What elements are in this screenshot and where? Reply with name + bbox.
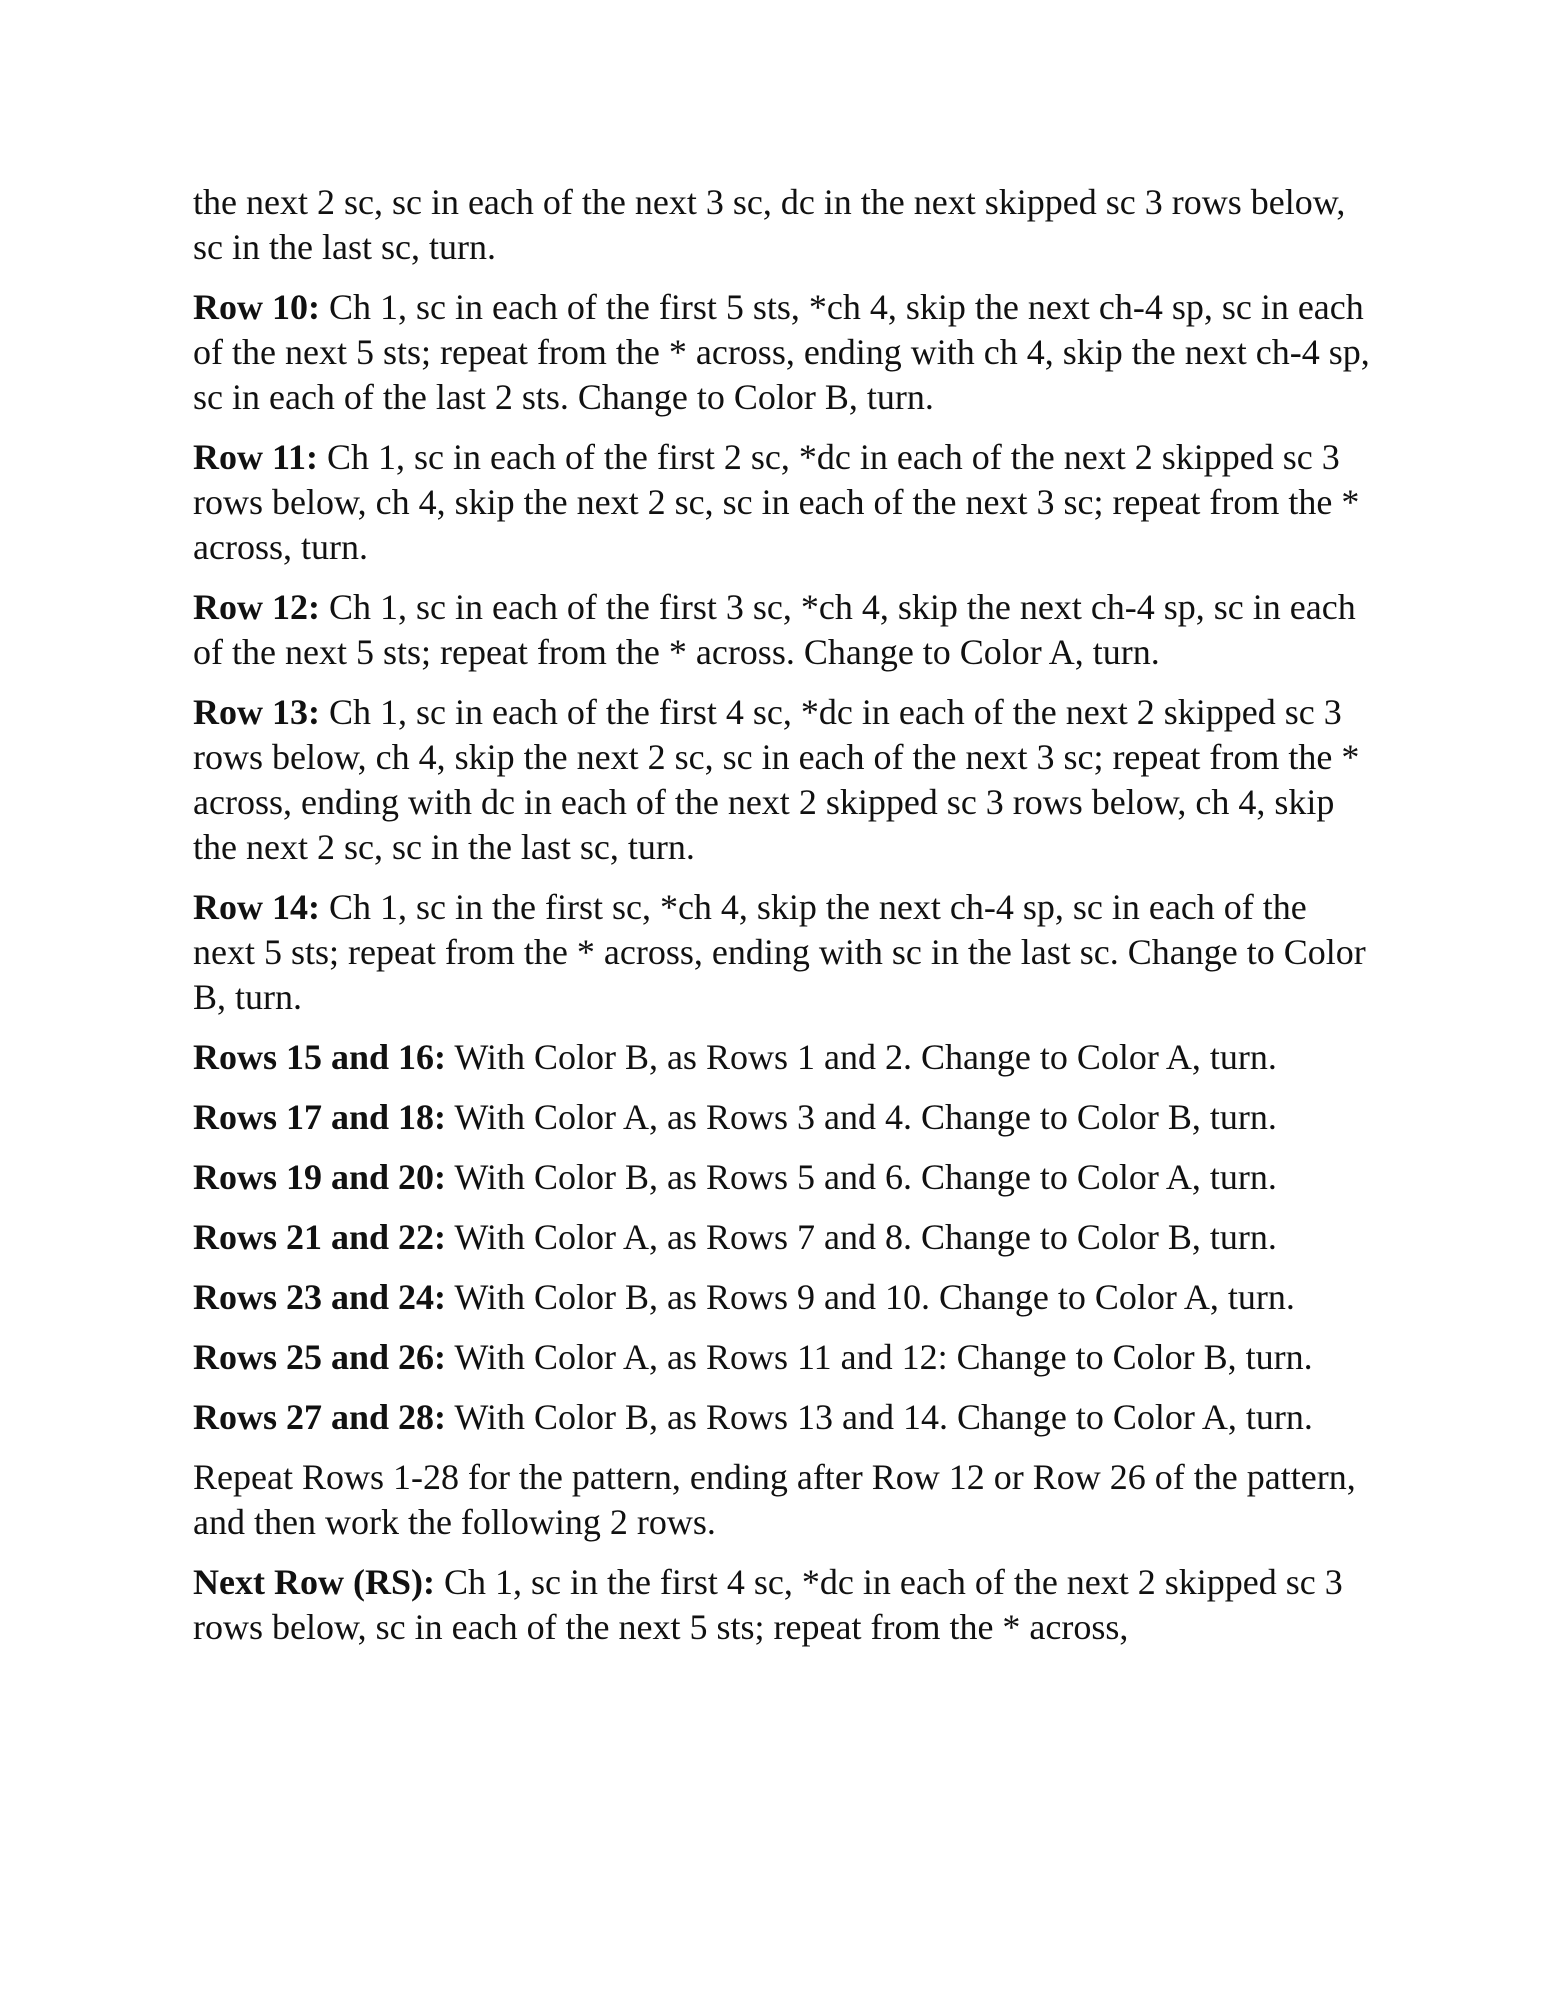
row-label: Row 12:	[193, 587, 320, 627]
row-label: Rows 23 and 24:	[193, 1277, 447, 1317]
paragraph-repeat-note	[193, 1455, 1373, 1545]
paragraph-rows-23-24	[193, 1275, 1373, 1320]
row-instructions: With Color B, as Rows 13 and 14. Change to Color A, turn.	[446, 1397, 1313, 1437]
row-instructions: Ch 1, sc in the first 4 sc, *dc in each of the next 2 skipped sc 3 rows below, sc in each of the next 5 sts; repeat from the * across,	[193, 1562, 1343, 1647]
paragraph-continuation	[193, 180, 1373, 270]
row-label: Row 14:	[193, 887, 320, 927]
paragraph-row-14	[193, 885, 1373, 1020]
row-label: Row 11:	[193, 437, 318, 477]
row-instructions: Ch 1, sc in the first sc, *ch 4, skip the next ch-4 sp, sc in each of the next 5 sts; repeat from the * across, ending with sc in the last sc. Change to Color B, turn.	[193, 887, 1366, 1017]
row-label: Rows 27 and 28:	[193, 1397, 447, 1437]
row-instructions: With Color A, as Rows 7 and 8. Change to Color B, turn.	[446, 1217, 1277, 1257]
row-instructions: With Color A, as Rows 11 and 12: Change to Color B, turn.	[446, 1337, 1313, 1377]
paragraph-rows-25-26	[193, 1335, 1373, 1380]
paragraph-row-11	[193, 435, 1373, 570]
paragraph-row-12	[193, 585, 1373, 675]
row-label: Rows 21 and 22:	[193, 1217, 447, 1257]
paragraph-row-13	[193, 690, 1373, 870]
paragraph-rows-17-18	[193, 1095, 1373, 1140]
row-label: Rows 19 and 20:	[193, 1157, 447, 1197]
paragraph-row-10	[193, 285, 1373, 420]
paragraph-rows-15-16	[193, 1035, 1373, 1080]
row-instructions: Ch 1, sc in each of the first 2 sc, *dc in each of the next 2 skipped sc 3 rows below, ch 4, skip the next 2 sc, sc in each of the next 3 sc; repeat from the * across, turn.	[193, 437, 1360, 567]
row-instructions: the next 2 sc, sc in each of the next 3 sc, dc in the next skipped sc 3 rows below, sc in the last sc, turn.	[193, 182, 1346, 267]
row-label: Rows 25 and 26:	[193, 1337, 447, 1377]
row-instructions: Ch 1, sc in each of the first 4 sc, *dc in each of the next 2 skipped sc 3 rows below, ch 4, skip the next 2 sc, sc in each of the next 3 sc; repeat from the * across, ending with dc in each of the next 2 skipped sc 3 rows below, ch 4, skip the next 2 sc, sc in the last sc, turn.	[193, 692, 1360, 867]
paragraph-rows-27-28	[193, 1395, 1373, 1440]
paragraph-next-row-rs	[193, 1560, 1373, 1650]
row-label: Row 13:	[193, 692, 320, 732]
row-instructions: With Color B, as Rows 5 and 6. Change to Color A, turn.	[446, 1157, 1277, 1197]
row-instructions: Ch 1, sc in each of the first 3 sc, *ch 4, skip the next ch-4 sp, sc in each of the next 5 sts; repeat from the * across. Change to Color A, turn.	[193, 587, 1356, 672]
row-label: Rows 17 and 18:	[193, 1097, 447, 1137]
paragraph-rows-21-22	[193, 1215, 1373, 1260]
row-label: Rows 15 and 16:	[193, 1037, 447, 1077]
row-instructions: With Color A, as Rows 3 and 4. Change to Color B, turn.	[446, 1097, 1277, 1137]
row-instructions: Repeat Rows 1-28 for the pattern, ending after Row 12 or Row 26 of the pattern, and then work the following 2 rows.	[193, 1457, 1356, 1542]
paragraph-rows-19-20	[193, 1155, 1373, 1200]
row-instructions: Ch 1, sc in each of the first 5 sts, *ch 4, skip the next ch-4 sp, sc in each of the next 5 sts; repeat from the * across, ending with ch 4, skip the next ch-4 sp, sc in each of the last 2 sts. Change to Color B, turn.	[193, 287, 1370, 417]
row-label: Next Row (RS):	[193, 1562, 435, 1602]
row-instructions: With Color B, as Rows 9 and 10. Change to Color A, turn.	[446, 1277, 1295, 1317]
row-label: Row 10:	[193, 287, 320, 327]
document-page	[193, 180, 1373, 1665]
row-instructions: With Color B, as Rows 1 and 2. Change to Color A, turn.	[446, 1037, 1277, 1077]
